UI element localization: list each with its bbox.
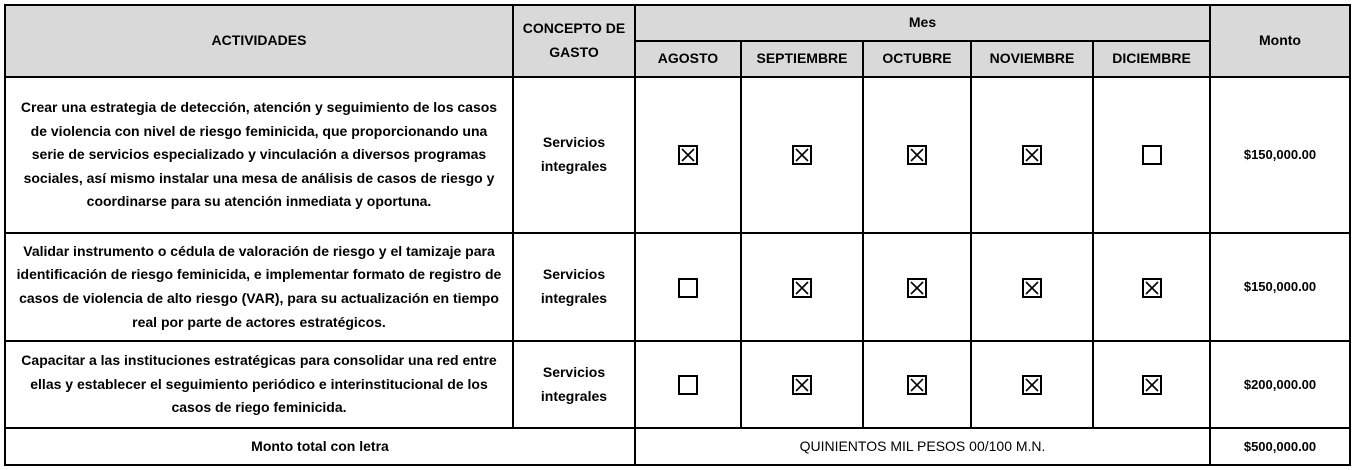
checked-checkbox-icon[interactable] [907,375,927,395]
table-row [5,341,1350,427]
concept-header: CONCEPTO DE GASTO [513,5,635,77]
amount-cell: $150,000.00 [1210,77,1350,233]
month-cell [635,233,741,342]
checked-checkbox-icon[interactable] [907,278,927,298]
amount-cell: $200,000.00 [1210,341,1350,427]
amount-in-words: QUINIENTOS MIL PESOS 00/100 M.N. [635,428,1210,465]
table-row [5,233,1350,342]
checked-checkbox-icon[interactable] [907,145,927,165]
concept-cell: Servicios integrales [513,341,635,427]
budget-table [4,4,1351,466]
concept-cell: Servicios integrales [513,77,635,233]
total-label: Monto total con letra [5,428,635,465]
month-cell [863,341,971,427]
amount-header: Monto [1210,5,1350,77]
month-cell [863,233,971,342]
amount-cell: $150,000.00 [1210,233,1350,342]
total-amount: $500,000.00 [1210,428,1350,465]
month-header-diciembre: DICIEMBRE [1093,41,1210,77]
activity-cell: Crear una estrategia de detección, atención y seguimiento de los casos de violencia con nivel de riesgo feminicida, que proporcionando una serie de servicios especializado y vinculación a diversos programas sociales, así mismo instalar una mesa de análisis de casos de riesgo y coordinarse para su atención inmediata y oportuna. [5,77,513,233]
checked-checkbox-icon[interactable] [678,145,698,165]
month-header-octubre: OCTUBRE [863,41,971,77]
month-cell [1093,77,1210,233]
checked-checkbox-icon[interactable] [792,145,812,165]
month-group-header: Mes [635,5,1210,41]
month-cell [863,77,971,233]
month-cell [635,341,741,427]
concept-cell: Servicios integrales [513,233,635,342]
month-cell [1093,233,1210,342]
month-header-noviembre: NOVIEMBRE [971,41,1093,77]
activity-cell: Validar instrumento o cédula de valoración de riesgo y el tamizaje para identificación de riesgo feminicida, e implementar formato de registro de casos de violencia de alto riesgo (VAR), para su actualización en tiempo real por parte de actores estratégicos. [5,233,513,342]
checked-checkbox-icon[interactable] [1022,278,1042,298]
month-header-agosto: AGOSTO [635,41,741,77]
month-cell [741,77,863,233]
unchecked-checkbox-icon[interactable] [678,278,698,298]
checked-checkbox-icon[interactable] [1142,375,1162,395]
activities-header: ACTIVIDADES [5,5,513,77]
total-row [5,428,1350,465]
checked-checkbox-icon[interactable] [792,375,812,395]
unchecked-checkbox-icon[interactable] [1142,145,1162,165]
checked-checkbox-icon[interactable] [1022,145,1042,165]
month-header-septiembre: SEPTIEMBRE [741,41,863,77]
month-cell [971,341,1093,427]
month-cell [635,77,741,233]
month-cell [971,233,1093,342]
month-cell [1093,341,1210,427]
month-cell [971,77,1093,233]
table-row [5,77,1350,233]
unchecked-checkbox-icon[interactable] [678,375,698,395]
month-cell [741,233,863,342]
activity-cell: Capacitar a las instituciones estratégicas para consolidar una red entre ellas y establecer el seguimiento periódico e interinstitucional de los casos de riego feminicida. [5,341,513,427]
month-cell [741,341,863,427]
checked-checkbox-icon[interactable] [1142,278,1162,298]
checked-checkbox-icon[interactable] [1022,375,1042,395]
checked-checkbox-icon[interactable] [792,278,812,298]
